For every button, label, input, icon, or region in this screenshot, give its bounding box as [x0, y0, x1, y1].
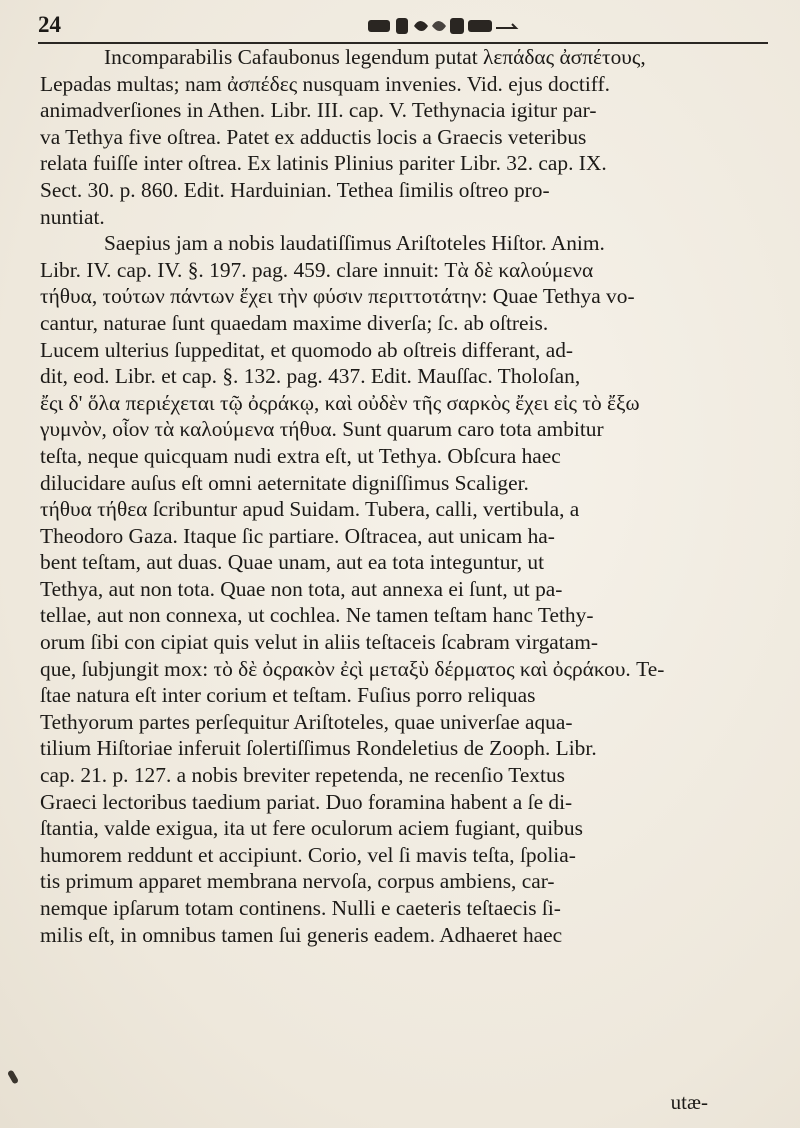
- text-line: relata fuiſſe inter oſtrea. Ex latinis Plinius pariter Libr. 32. cap. IX.: [40, 151, 607, 176]
- text-line: milis eſt, in omnibus tamen ſui generis eadem. Adhaeret haec: [40, 922, 563, 947]
- text-line: tilium Hiſtoriae inferuit ſolertiſſimus Rondeletius de Zooph. Libr.: [40, 736, 597, 761]
- text-line: cantur, naturae ſunt quaedam maxime diverſa; ſc. ab oſtreis.: [40, 310, 549, 335]
- text-line: Theodoro Gaza. Itaque ſic partiare. Oſtracea, aut unicam ha-: [40, 523, 555, 548]
- catchword: utæ-: [670, 1090, 708, 1114]
- text-line: Lucem ulterius ſuppeditat, et quomodo ab oſtreis differant, ad-: [40, 337, 574, 362]
- text-line: teſta, neque quicquam nudi extra eſt, ut Tethya. Obſcura haec: [40, 443, 561, 468]
- text-line: orum ſibi con cipiat quis velut in aliis teſtaceis ſcabram virgatam-: [40, 630, 598, 655]
- text-line: humorem reddunt et accipiunt. Corio, vel ſi mavis teſta, ſpolia-: [40, 842, 576, 867]
- text-line: que, ſubjungit mox: τὸ δὲ ὀςρακὸν ἐςὶ μεταξὺ δέρματος καὶ ὀςράκου. Te-: [40, 656, 665, 681]
- page-footer: [0, 1090, 800, 1120]
- text-line: Incomparabilis Cafaubonus legendum putat λεπάδας ἀσπέτους,: [104, 45, 646, 69]
- text-line: Saepius jam a nobis laudatiſſimus Ariſtoteles Hiſtor. Anim.: [104, 231, 605, 256]
- text-line: ſtantia, valde exigua, ita ut fere oculorum aciem fugiant, quibus: [40, 816, 583, 841]
- text-line: Tethya, aut non tota. Quae non tota, aut annexa ei ſunt, ut pa-: [40, 576, 563, 601]
- text-line: Sect. 30. p. 860. Edit. Harduinian. Tethea ſimilis oſtreo pro-: [40, 177, 550, 202]
- body-text: [40, 44, 780, 948]
- text-line: tellae, aut non connexa, ut cochlea. Ne tamen teſtam hanc Tethy-: [40, 603, 594, 628]
- text-line: bent teſtam, aut duas. Quae unam, aut ea tota integuntur, ut: [40, 550, 545, 575]
- text-line: cap. 21. p. 127. a nobis breviter repetenda, ne recenſio Textus: [40, 763, 565, 788]
- page-header: [38, 10, 768, 44]
- text-line: Graeci lectoribus taedium pariat. Duo foramina habent a ſe di-: [40, 789, 573, 814]
- text-line: dit, eod. Libr. et cap. §. 132. pag. 437. Edit. Mauſſac. Tholoſan,: [40, 364, 581, 389]
- text-line: tis primum apparet membrana nervoſa, corpus ambiens, car-: [40, 869, 555, 894]
- text-line: dilucidare auſus eſt omni aeternitate digniſſimus Scaliger.: [40, 470, 529, 495]
- page-number: 24: [38, 12, 61, 37]
- text-line: ſtae natura eſt inter corium et teſtam. Fuſius porro reliquas: [40, 683, 536, 708]
- text-line: animadverſiones in Athen. Libr. III. cap. V. Tethynacia igitur par-: [40, 98, 597, 123]
- text-line: τήθυα τήθεα ſcribuntur apud Suidam. Tubera, calli, vertibula, a: [40, 497, 580, 522]
- text-line: va Tethya five oſtrea. Patet ex adductis locis a Graecis veteribus: [40, 124, 587, 149]
- text-line: nemque ipſarum totam continens. Nulli e caeteris teſtaecis ſi-: [40, 896, 561, 920]
- text-line: Tethyorum partes perſequitur Ariſtoteles, quae univerſae aqua-: [40, 709, 573, 734]
- header-ornament-icon: [308, 10, 538, 40]
- text-line: Libr. IV. cap. IV. §. 197. pag. 459. clare innuit: Τὰ δὲ καλούμενα: [40, 257, 594, 282]
- text-line: Lepadas multas; nam ἀσπέδες nusquam invenies. Vid. ejus doctiff.: [40, 71, 610, 96]
- text-line: γυμνὸν, οἷον τὰ καλούμενα τήθυα. Sunt quarum caro tota ambitur: [40, 417, 604, 442]
- ink-stain: [7, 1069, 19, 1084]
- text-line: τήθυα, τούτων πάντων ἔχει τὴν φύσιν περιττοτάτην: Quae Tethya vo-: [40, 284, 635, 309]
- text-line: ἔςι δ' ὅλα περιέχεται τῷ ὀςράκῳ, καὶ οὐδὲν τῆς σαρκὸς ἔχει εἰς τὸ ἔξω: [40, 390, 640, 415]
- text-line: nuntiat.: [40, 204, 105, 229]
